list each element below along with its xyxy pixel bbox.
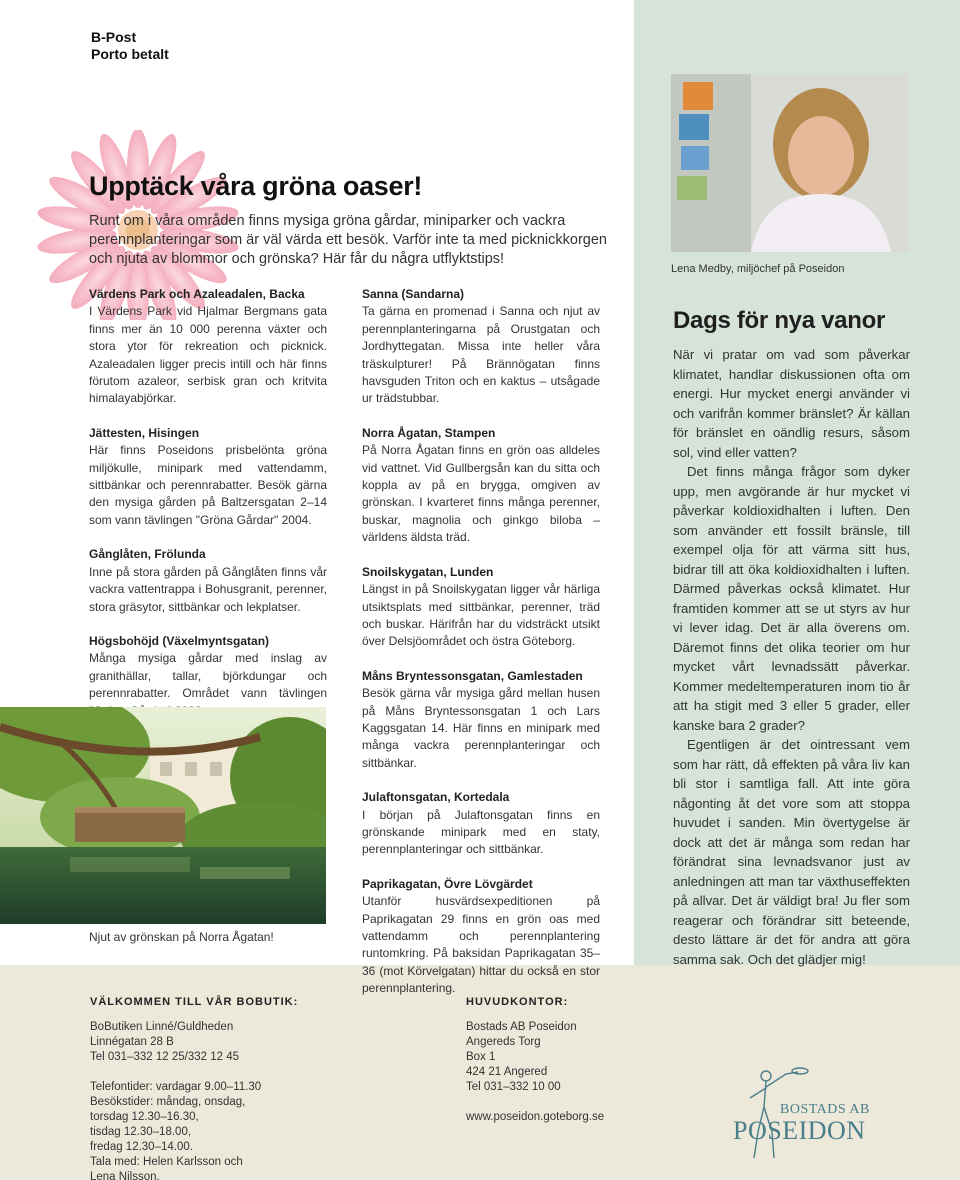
tip-section	[89, 425, 327, 529]
tip-title: Jättesten, Hisingen	[89, 425, 200, 440]
hq-info	[466, 995, 706, 1125]
tip-title: Norra Ågatan, Stampen	[362, 425, 496, 440]
postage-mark	[91, 29, 169, 63]
tip-text: Ta gärna en promenad i Sanna och njut av perennplanteringarna på Orustgatan och Jordhyttegatan. Missa inte heller våra träskulpturer! På Brännögatan finns havsguden Triton och en kaktus – utsågade ur trädstubbar.	[362, 304, 600, 406]
hq-address-line: Angereds Torg	[466, 1036, 541, 1048]
tip-text: På Norra Ågatan finns en grön oas alldeles vid vattnet. Vid Gullbergsån kan du sitta och koppla av på en brygga, omgiven av grönskan. I kvarteret finns många perenner, buskar, magnolia och ginkgo biloba – världens äldsta träd.	[362, 443, 600, 545]
shop-address-line: BoButiken Linné/Guldheden	[90, 1021, 234, 1033]
tip-section	[362, 789, 600, 859]
tips-column-left	[89, 286, 327, 737]
portrait-photo	[671, 74, 909, 252]
tip-title: Sanna (Sandarna)	[362, 287, 465, 301]
hq-heading: HUVUDKONTOR:	[466, 996, 569, 1008]
garden-photo	[0, 707, 326, 924]
hq-address-line: 424 21 Angered	[466, 1066, 548, 1078]
shop-address-line: Linnégatan 28 B	[90, 1036, 174, 1048]
tip-text: Besök gärna vår mysiga gård mellan husen på Måns Bryntessonsgatan 1 och Lars Kaggsgatan 14. Här finns en minipark med många vackra perennplanteringar och sittbänkar.	[362, 686, 600, 770]
sidebar-title: Dags för nya vanor	[673, 307, 885, 334]
hq-address-line: Bostads AB Poseidon	[466, 1021, 577, 1033]
shop-heading: VÄLKOMMEN TILL VÅR BOBUTIK:	[90, 996, 299, 1008]
shop-hours-line: Tala med: Helen Karlsson och	[90, 1156, 243, 1168]
sidebar-paragraph: När vi pratar om vad som påverkar klimatet, handlar diskussionen ofta om energi. Hur mycket energi använder vi och varifrån kommer bränslet? Är källan för bränslet en oändlig resurs, såsom sol, vind eller vatten?	[673, 347, 910, 460]
shop-hours-line: torsdag 12.30–16.30,	[90, 1111, 199, 1123]
shop-hours-line: Lena Nilsson.	[90, 1171, 160, 1180]
logo-text-top: BOSTADS AB	[780, 1102, 870, 1117]
portrait-caption: Lena Medby, miljöchef på Poseidon	[671, 263, 845, 275]
shop-hours-line: fredag 12.30–14.00.	[90, 1141, 193, 1153]
sidebar-body	[673, 345, 910, 969]
tip-section	[362, 668, 600, 772]
tip-text: Längst in på Snoilskygatan ligger vår härliga utsiktsplats med sittbänkar, perenner, träd och buskar. Härifrån har du vidsträckt utsikt över Delsjöområdet och östra Göteborg.	[362, 582, 600, 649]
tip-section	[362, 564, 600, 651]
sidebar-paragraph: Det finns många frågor som dyker upp, men avgörande är hur mycket vi påverkar koldioxidhalten i luften. Den som använder ett fossilt bränsle, till exempel olja för att värma sitt hus, bidrar till att öka koldioxidhalten i luften. Därmed påverkas också klimatet. Hur framtiden kommer att se ut styrs av hur vi lever idag. Det är alla överens om. Däremot finns det olika teorier om hur mycket vårt levnadssätt påverkar. Kommer medeltemperaturen inom tio år att ha stigit med 3 eller 5 grader, eller kanske bara 2 grader?	[673, 464, 910, 733]
intro-text: Runt om i våra områden finns mysiga gröna gårdar, miniparker och vackra perennplanteringar som är väl värda ett besök. Varför inte ta med picknickkorgen och njuta av blommor och grönska? Här får du några utflyktstips!	[89, 213, 607, 267]
logo-text-main: POSEIDON	[733, 1116, 866, 1145]
tip-text: Inne på stora gården på Gånglåten finns vår vackra vattentrappa i Bohusgranit, perenner, stora gräsytor, sittbänkar och lekplatser.	[89, 564, 327, 614]
photo-caption: Njut av grönskan på Norra Ågatan!	[89, 930, 274, 944]
sidebar-paragraph: Egentligen är det ointressant vem som har rätt, då effekten på våra liv kan bli stor i samtliga fall. Att inte göra någonting åt det vore som att stoppa huvudet i sanden. Min övertygelse är dock att det är många som redan har förändrat sina levnadsvanor just av anledningen att man tar växthuseffekten på allvar. Det är väldigt bra! Ju fler som reagerar och förändrar sitt beteende, desto lättare är det för andra att göra samma sak. Och det glädjer mig!	[673, 737, 910, 967]
tip-text: I Värdens Park vid Hjalmar Bergmans gata finns mer än 10 000 perenna växter och stora ytor för rekreation och picknick. Azaleadalen ligger precis intill och här finns förutom azaleor, serbisk gran och kritvita himalayabjörkar.	[89, 304, 327, 406]
tip-text: Här finns Poseidons prisbelönta gröna miljökulle, minipark med vattendamm, sittbänkar och perennrabatter. Besök gärna den mysiga gården på Baltzersgatan 2–14 som vann tävlingen "Gröna Gårdar" 2004.	[89, 443, 327, 527]
tip-title: Paprikagatan, Övre Lövgärdet	[362, 876, 533, 891]
shop-hours-line: tisdag 12.30–18.00,	[90, 1126, 192, 1138]
page-title: Upptäck våra gröna oaser!	[89, 171, 423, 201]
tip-title: Gånglåten, Frölunda	[89, 547, 206, 562]
tip-section	[362, 286, 600, 408]
shop-info	[90, 995, 340, 1180]
tip-text: Utanför husvärdsexpeditionen på Paprikagatan 29 finns en grön oas med vattendamm och perennplantering runtomkring. På baksidan Paprikagatan 35–36 (mot Körvelgatan) hittar du också en stor perennplantering.	[362, 894, 600, 996]
tip-section	[362, 425, 600, 547]
website-link[interactable]: www.poseidon.goteborg.se	[466, 1111, 605, 1123]
shop-hours-line: Besökstider: måndag, onsdag,	[90, 1096, 246, 1108]
tip-title: Julaftonsgatan, Kortedala	[362, 790, 510, 805]
tip-title: Värdens Park och Azaleadalen, Backa	[89, 287, 305, 301]
tip-section	[89, 546, 327, 616]
tip-section	[362, 876, 600, 998]
tip-section	[89, 286, 327, 408]
postage-line1: B-Post	[91, 29, 137, 45]
hq-address-line: Box 1	[466, 1051, 496, 1063]
hq-phone: Tel 031–332 10 00	[466, 1081, 561, 1093]
tips-column-right	[362, 286, 600, 1015]
postage-line2: Porto betalt	[91, 46, 169, 62]
tip-title: Måns Bryntessonsgatan, Gamlestaden	[362, 668, 583, 683]
tip-title: Snoilskygatan, Lunden	[362, 564, 494, 579]
tip-text: Många mysiga gårdar med inslag av granithällar, tallar, björkdungar och perennrabatter. Området vann tävlingen	[89, 651, 327, 701]
shop-phone: Tel 031–332 12 25/332 12 45	[90, 1051, 239, 1063]
shop-hours-line: Telefontider: vardagar 9.00–11.30	[90, 1081, 262, 1093]
tip-text: I början på Julaftonsgatan finns en grönskande minipark med en staty, perennplanteringar och sittbänkar.	[362, 807, 600, 857]
tip-title: Högsbohöjd (Växelmyntsgatan)	[89, 633, 270, 648]
